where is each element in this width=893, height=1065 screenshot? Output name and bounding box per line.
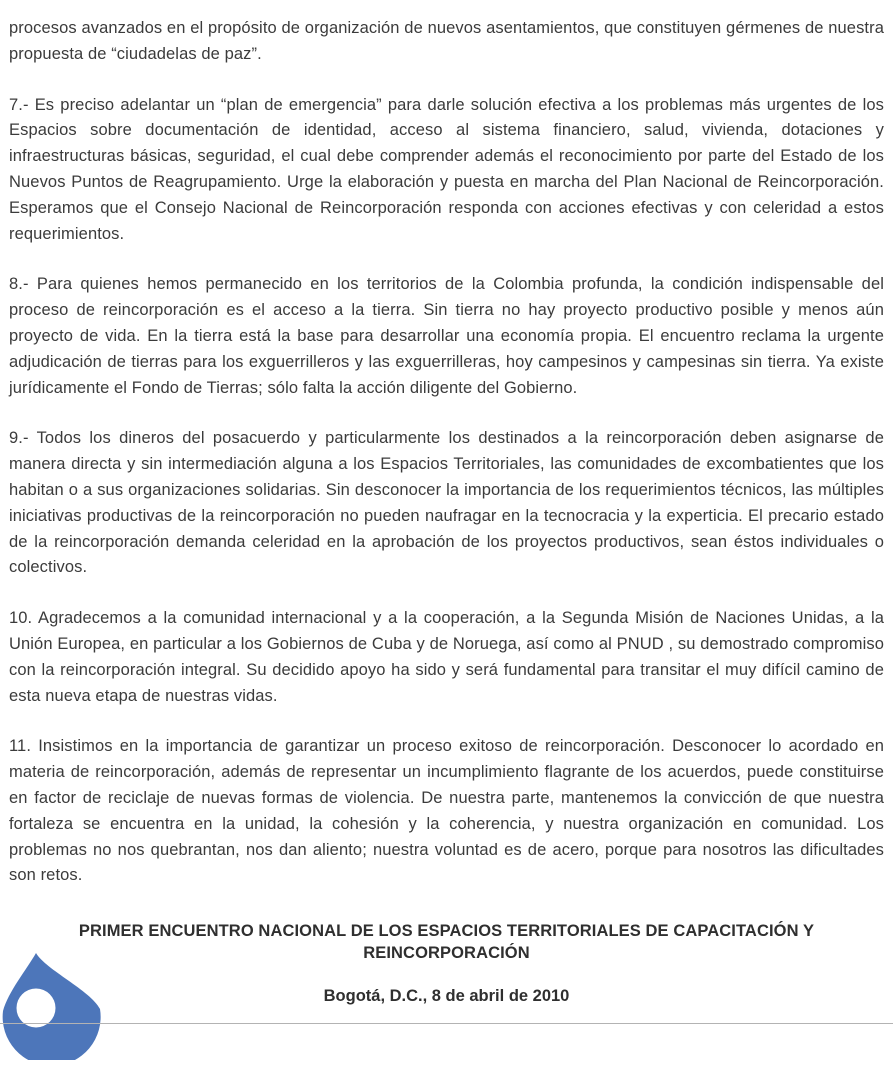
paragraph-7: 7.- Es preciso adelantar un “plan de emergencia” para darle solución efectiva a los problemas más urgentes de los Espacios sobre documentación de identidad, acceso al sistema financiero, salud, vivienda, dotaciones y infraestructuras básicas, seguridad, el cual debe comprender además el reconocimiento por parte del Estado de los Nuevos Puntos de Reagrupamiento. Urge la elaboración y puesta en marcha del Plan Nacional de Reincorporación. Esperamos que el Consejo Nacional de Reincorporación responda con acciones efectivas y con celeridad a estos requerimientos. [9,95,884,243]
paragraph-intro-continuation: procesos avanzados en el propósito de organización de nuevos asentamientos, que constituyen gérmenes de nuestra propuesta de “ciudadelas de paz”. [9,19,884,63]
paragraph-10: 10. Agradecemos a la comunidad internacional y a la cooperación, a la Segunda Misión de Naciones Unidas, a la Unión Europea, en particular a los Gobiernos de Cuba y de Noruega, así como al PNUD , su demostrado compromiso con la reincorporación integral. Su decidido apoyo ha sido y será fundamental para transitar el muy difícil camino de esta nueva etapa de nuestras vidas. [9,609,884,705]
paragraph-11: 11. Insistimos en la importancia de garantizar un proceso exitoso de reincorporación. Desconocer lo acordado en materia de reincorporación, además de representar un incumplimiento flagrante de los acuerdos, puede constituirse en factor de reciclaje de nuevas formas de violencia. De nuestra parte, mantenemos la convicción de que nuestra fortaleza se encuentra en la unidad, la cohesión y la coherencia, y nuestra organización en comunidad. Los problemas no nos quebrantan, nos dan aliento; nuestra voluntad es de acero, porque para nosotros las dificultades son retos. [9,737,884,885]
date-line: Bogotá, D.C., 8 de abril de 2010 [323,987,570,1006]
paragraph-9: 9.- Todos los dineros del posacuerdo y particularmente los destinados a la reincorporación deben asignarse de manera directa y sin intermediación alguna a los Espacios Territoriales, las comunidades de excombatientes que los habitan o a sus organizaciones solidarias. Sin desconocer la importancia de los requerimientos técnicos, las múltiples iniciativas productivas de la reincorporación no pueden naufragar en la tecnocracia y la experticia. El precario estado de la reincorporación demanda celeridad en la aprobación de los proyectos productivos, sean éstos individuales o colectivos. [9,429,884,577]
paragraph-8: 8.- Para quienes hemos permanecido en los territorios de la Colombia profunda, la condición indispensable del proceso de reincorporación es el acceso a la tierra. Sin tierra no hay proyecto productivo posible y menos aún proyecto de vida. En la tierra está la base para desarrollar una economía propia. El encuentro reclama la urgente adjudicación de tierras para los exguerrilleros y las exguerrilleras, hoy campesinos y campesinas sin tierra. Ya existe jurídicamente el Fondo de Tierras; sólo falta la acción diligente del Gobierno. [9,275,884,397]
document-title: PRIMER ENCUENTRO NACIONAL DE LOS ESPACIOS TERRITORIALES DE CAPACITACIÓN Y REINCORPORACIÓN [78,922,815,963]
